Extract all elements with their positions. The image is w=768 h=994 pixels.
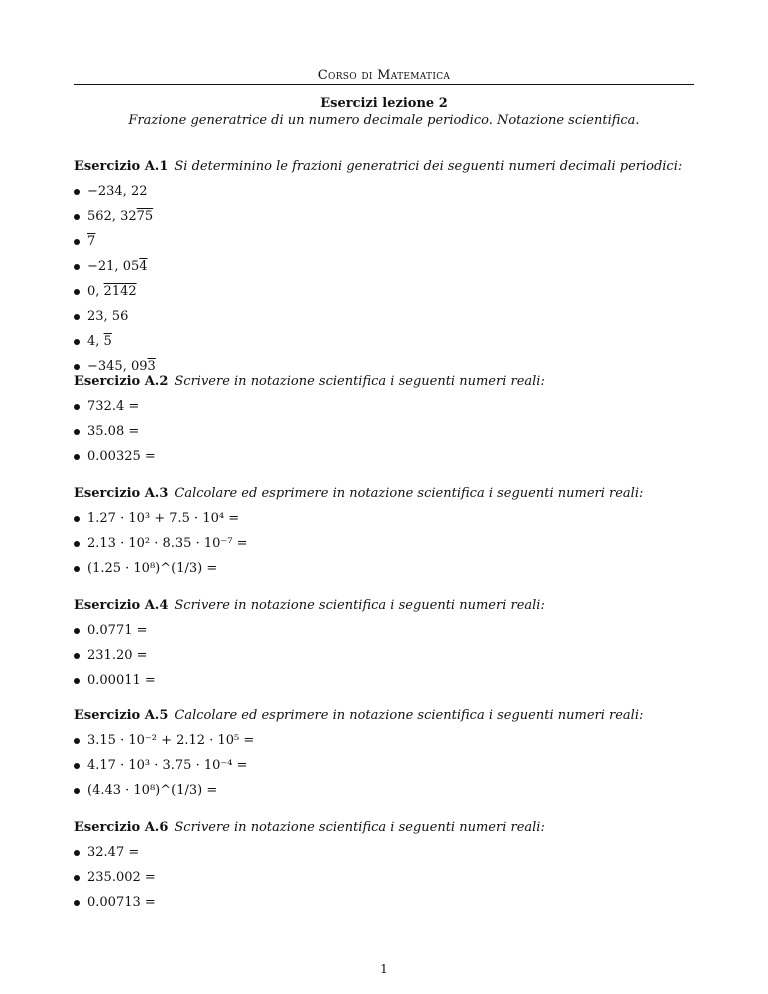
bullet-icon: [74, 189, 80, 195]
bullet-icon: [74, 454, 80, 460]
list-item: 732.4 =: [74, 398, 694, 416]
exercise-items: [74, 510, 694, 578]
exercise-instruction: Calcolare ed esprimere in notazione scientifica i seguenti numeri reali:: [174, 486, 644, 501]
exercise-label: Esercizio A.4: [74, 598, 169, 613]
page-subtitle: Frazione generatrice di un numero decimale periodico. Notazione scientifica.: [128, 113, 640, 128]
bullet-icon: [74, 566, 80, 572]
list-item: 0.00713 =: [74, 894, 694, 912]
list-item: (4.43 · 10⁸)^(1/3) =: [74, 782, 694, 800]
page-title: Esercizi lezione 2: [320, 96, 448, 111]
bullet-icon: [74, 314, 80, 320]
list-item: 231.20 =: [74, 647, 694, 665]
exercise-a1: [74, 158, 694, 383]
bullet-icon: [74, 788, 80, 794]
exercise-a2: [74, 373, 694, 473]
exercise-instruction: Scrivere in notazione scientifica i seguenti numeri reali:: [174, 598, 545, 613]
list-item: 0.00325 =: [74, 448, 694, 466]
exercise-items: [74, 732, 694, 800]
exercise-items: [74, 622, 694, 690]
exercise-items: [74, 183, 694, 376]
list-item: −234, 22: [74, 183, 694, 201]
list-item: 1.27 · 10³ + 7.5 · 10⁴ =: [74, 510, 694, 528]
list-item: −345, 09 3: [74, 358, 694, 376]
header-rule: [74, 84, 694, 85]
exercise-instruction: Calcolare ed esprimere in notazione scientifica i seguenti numeri reali:: [174, 708, 644, 723]
bullet-icon: [74, 541, 80, 547]
list-item: 32.47 =: [74, 844, 694, 862]
bullet-icon: [74, 239, 80, 245]
list-item: 562, 32 75: [74, 208, 694, 226]
bullet-icon: [74, 264, 80, 270]
bullet-icon: [74, 900, 80, 906]
exercise-label: Esercizio A.6: [74, 820, 169, 835]
exercise-label: Esercizio A.3: [74, 486, 169, 501]
document-page: [74, 0, 694, 994]
exercise-label: Esercizio A.1: [74, 159, 169, 174]
bullet-icon: [74, 339, 80, 345]
bullet-icon: [74, 738, 80, 744]
bullet-icon: [74, 653, 80, 659]
list-item: 4.17 · 10³ · 3.75 · 10⁻⁴ =: [74, 757, 694, 775]
bullet-icon: [74, 214, 80, 220]
list-item: 0.0771 =: [74, 622, 694, 640]
list-item: 0, 2142: [74, 283, 694, 301]
bullet-icon: [74, 678, 80, 684]
exercise-items: [74, 398, 694, 466]
list-item: 7: [74, 233, 694, 251]
exercise-label: Esercizio A.5: [74, 708, 169, 723]
list-item: −21, 05 4: [74, 258, 694, 276]
exercise-a5: [74, 707, 694, 807]
list-item: 2.13 · 10² · 8.35 · 10⁻⁷ =: [74, 535, 694, 553]
exercise-instruction: Si determinino le frazioni generatrici dei seguenti numeri decimali periodici:: [174, 159, 683, 174]
list-item: 235.002 =: [74, 869, 694, 887]
bullet-icon: [74, 628, 80, 634]
bullet-icon: [74, 875, 80, 881]
course-header: Corso di Matematica: [317, 68, 451, 83]
list-item: 0.00011 =: [74, 672, 694, 690]
exercise-instruction: Scrivere in notazione scientifica i seguenti numeri reali:: [174, 820, 545, 835]
bullet-icon: [74, 404, 80, 410]
exercise-label: Esercizio A.2: [74, 374, 169, 389]
bullet-icon: [74, 364, 80, 370]
bullet-icon: [74, 289, 80, 295]
bullet-icon: [74, 763, 80, 769]
list-item: (1.25 · 10⁸)^(1/3) =: [74, 560, 694, 578]
exercise-a4: [74, 597, 694, 697]
bullet-icon: [74, 429, 80, 435]
exercise-items: [74, 844, 694, 912]
list-item: 3.15 · 10⁻² + 2.12 · 10⁵ =: [74, 732, 694, 750]
list-item: 4, 5: [74, 333, 694, 351]
list-item: 35.08 =: [74, 423, 694, 441]
exercise-a6: [74, 819, 694, 919]
page-number: 1: [380, 962, 388, 976]
bullet-icon: [74, 516, 80, 522]
exercise-instruction: Scrivere in notazione scientifica i seguenti numeri reali:: [174, 374, 545, 389]
bullet-icon: [74, 850, 80, 856]
list-item: 23, 56: [74, 308, 694, 326]
exercise-a3: [74, 485, 694, 585]
